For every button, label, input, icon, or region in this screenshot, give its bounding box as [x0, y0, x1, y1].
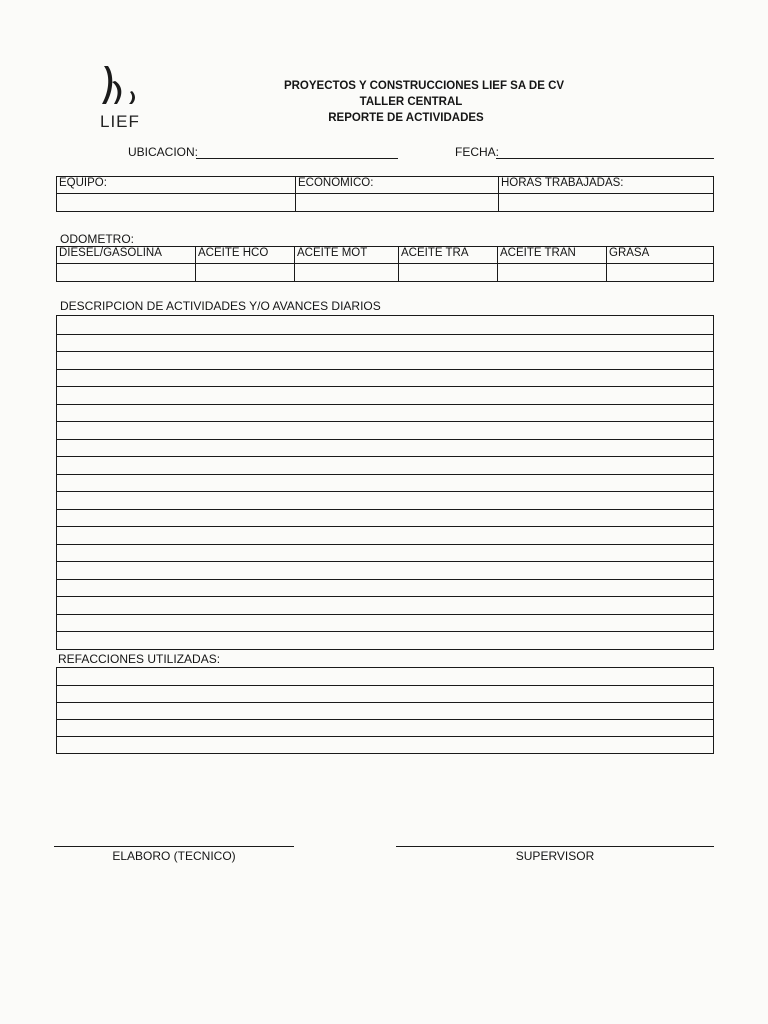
- report-title: REPORTE DE ACTIVIDADES: [328, 112, 484, 124]
- activity-line[interactable]: [57, 421, 713, 422]
- parts-label: REFACCIONES UTILIZADAS:: [58, 652, 221, 666]
- activity-line[interactable]: [57, 386, 713, 387]
- horas-cell[interactable]: [499, 194, 714, 212]
- activity-line[interactable]: [57, 509, 713, 510]
- equipo-header: EQUIPO:: [57, 177, 296, 194]
- parts-box[interactable]: [56, 667, 714, 754]
- odo-cell-aceite-tran[interactable]: [498, 264, 607, 282]
- odo-cell-grasa[interactable]: [607, 264, 714, 282]
- activity-line[interactable]: [57, 369, 713, 370]
- activity-line[interactable]: [57, 579, 713, 580]
- department-title: TALLER CENTRAL: [359, 96, 463, 108]
- odometro-label: ODOMETRO:: [60, 232, 134, 246]
- odo-cell-diesel[interactable]: [57, 264, 196, 282]
- fecha-label: FECHA:: [455, 145, 500, 159]
- ubicacion-label: UBICACION:: [128, 145, 199, 159]
- activity-line[interactable]: [57, 631, 713, 632]
- activities-label: DESCRIPCION DE ACTIVIDADES Y/O AVANCES DIARIOS: [60, 299, 381, 313]
- odo-cell-aceite-hco[interactable]: [196, 264, 295, 282]
- activity-line[interactable]: [57, 596, 713, 597]
- tecnico-signature-label: ELABORO (TECNICO): [112, 849, 236, 863]
- activity-line[interactable]: [57, 544, 713, 545]
- odo-header-grasa: GRASA: [607, 247, 714, 264]
- parts-line[interactable]: [57, 736, 713, 737]
- equipment-table: [56, 176, 714, 212]
- activity-line[interactable]: [57, 439, 713, 440]
- ubicacion-field[interactable]: [196, 158, 398, 159]
- activity-line[interactable]: [57, 456, 713, 457]
- activity-line[interactable]: [57, 474, 713, 475]
- activity-line[interactable]: [57, 491, 713, 492]
- parts-line[interactable]: [57, 702, 713, 703]
- odometer-table: [56, 246, 714, 282]
- economico-header: ECONOMICO:: [296, 177, 499, 194]
- activity-line[interactable]: [57, 351, 713, 352]
- odo-header-aceite-tran: ACEITE TRAN: [498, 247, 607, 264]
- supervisor-signature-line[interactable]: [396, 846, 714, 847]
- odo-header-diesel: DIESEL/GASOLINA: [57, 247, 196, 264]
- fecha-field[interactable]: [496, 158, 714, 159]
- parts-line[interactable]: [57, 685, 713, 686]
- odo-header-aceite-tra: ACEITE TRA: [399, 247, 498, 264]
- equipo-cell[interactable]: [57, 194, 296, 212]
- supervisor-signature-label: SUPERVISOR: [515, 849, 595, 863]
- parts-line[interactable]: [57, 719, 713, 720]
- activity-line[interactable]: [57, 614, 713, 615]
- odo-cell-aceite-mot[interactable]: [295, 264, 399, 282]
- activities-box[interactable]: [56, 315, 714, 650]
- company-name: PROYECTOS Y CONSTRUCCIONES LIEF SA DE CV: [283, 80, 565, 92]
- activity-line[interactable]: [57, 404, 713, 405]
- economico-cell[interactable]: [296, 194, 499, 212]
- odo-header-aceite-mot: ACEITE MOT: [295, 247, 399, 264]
- odo-cell-aceite-tra[interactable]: [399, 264, 498, 282]
- horas-header: HORAS TRABAJADAS:: [499, 177, 714, 194]
- activity-line[interactable]: [57, 561, 713, 562]
- activity-line[interactable]: [57, 526, 713, 527]
- tecnico-signature-line[interactable]: [54, 846, 294, 847]
- logo-text: LIEF: [100, 112, 140, 131]
- activity-line[interactable]: [57, 334, 713, 335]
- odo-header-aceite-hco: ACEITE HCO: [196, 247, 295, 264]
